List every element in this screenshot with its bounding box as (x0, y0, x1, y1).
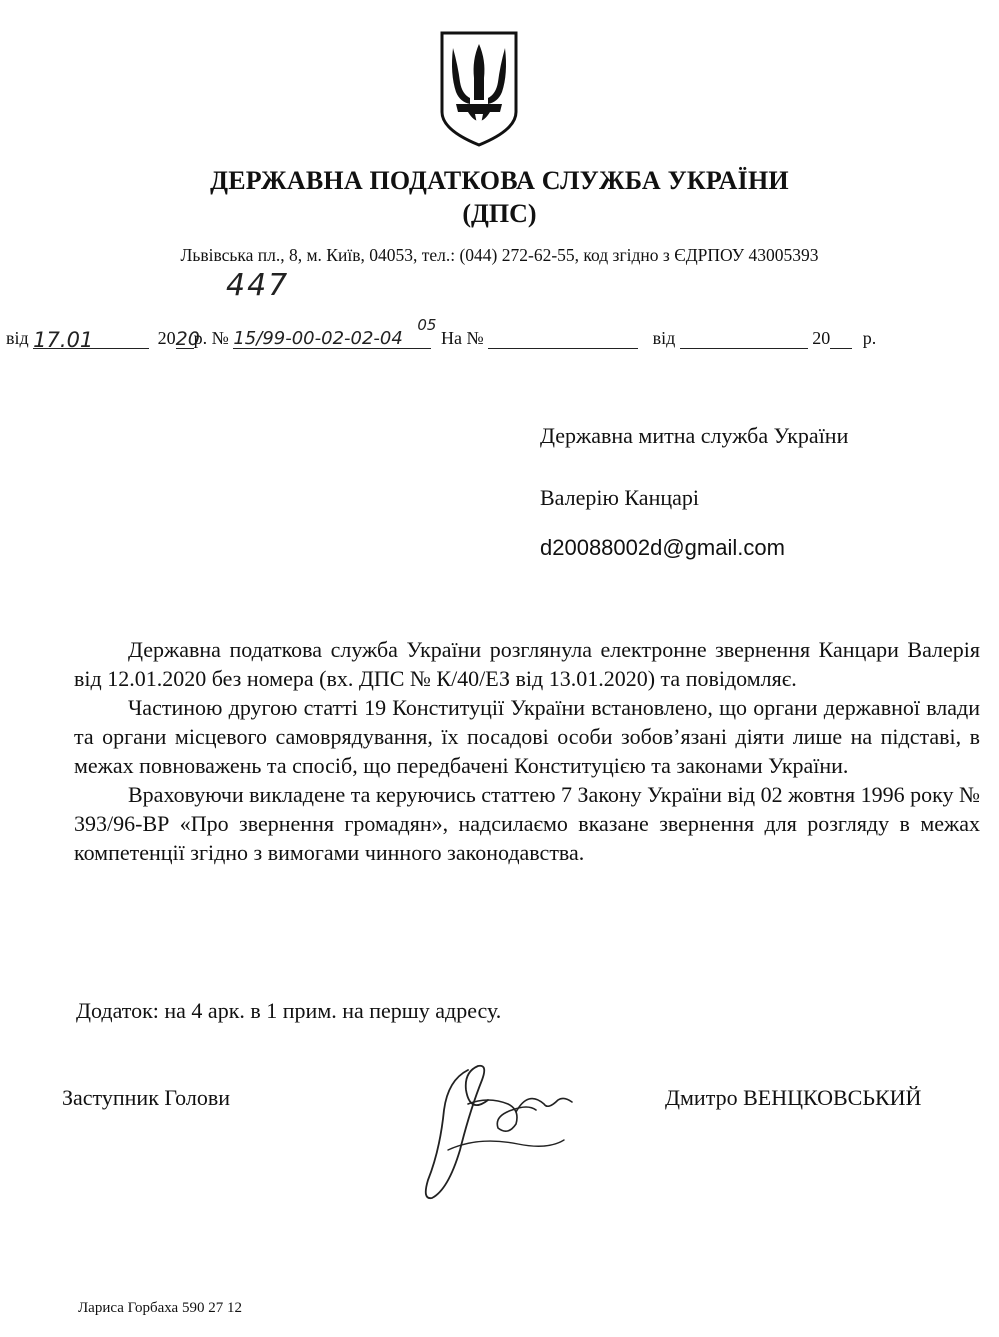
organization-title: ДЕРЖАВНА ПОДАТКОВА СЛУЖБА УКРАЇНИ (210, 166, 789, 195)
signer-name: Дмитро ВЕНЦКОВСЬКИЙ (665, 1085, 922, 1110)
number-superscript: 05 (417, 316, 437, 334)
handwritten-signature-icon (408, 1040, 580, 1210)
addressee-person: Валерію Канцарі (540, 485, 699, 510)
incoming-date-blank (680, 328, 808, 349)
incoming-year-blank (830, 328, 852, 349)
handwritten-outgoing-number: 15/99-00-02-02-04 (233, 328, 431, 349)
from-label: від (6, 328, 29, 348)
body-paragraph-1: Державна податкова служба України розглянула електронне звернення Канцари Валерія від 12.01.2020 без номера (вх. ДПС № К/40/ЕЗ від 13.01.2020) та повідомляє. (74, 637, 980, 691)
year-prefix: 20 (157, 328, 176, 348)
organization-address: Львівська пл., 8, м. Київ, 04053, тел.: (044) 272-62-55, код згідно з ЄДРПОУ 43005393 (180, 245, 819, 265)
incoming-year-prefix: 20 (812, 328, 831, 348)
incoming-year-suffix: р. (862, 328, 877, 348)
executor-contact: Лариса Горбаха 590 27 12 (78, 1300, 242, 1316)
incoming-number-label: На № (440, 328, 484, 348)
signer-position: Заступник Голови (62, 1085, 231, 1110)
body-paragraph-2: Частиною другою статті 19 Конституції України встановлено, що органи державної влади та органи місцевого самоврядування, їх посадові особи зобов’язані діяти лише на підставі, в межах повноважень та спосіб, що передбачені Конституцією та законами України. (74, 695, 980, 778)
registration-line (6, 316, 877, 352)
body-paragraph-3: Враховуючи викладене та керуючись статтею 7 Закону України від 02 жовтня 1996 року № 393/96-ВР «Про звернення громадян», надсилаємо вказане звернення для розгляду в межах компетенції згідно з вимогами чинного законодавства. (74, 782, 980, 865)
attachment-note: Додаток: на 4 арк. в 1 прим. на першу адресу. (76, 998, 502, 1023)
handwritten-date: 17.01 (33, 328, 149, 349)
coat-of-arms-icon (438, 30, 520, 148)
handwritten-year: 20 (175, 328, 200, 350)
addressee-organization: Державна митна служба України (540, 423, 849, 448)
year-suffix: р. № (193, 328, 229, 348)
incoming-number-blank (488, 328, 638, 349)
addressee-email: d20088002d@gmail.com (540, 535, 785, 560)
letter-body (74, 635, 980, 867)
handwritten-number: 447 (226, 268, 290, 303)
incoming-from-label: від (652, 328, 676, 348)
organization-abbreviation: (ДПС) (462, 199, 537, 228)
